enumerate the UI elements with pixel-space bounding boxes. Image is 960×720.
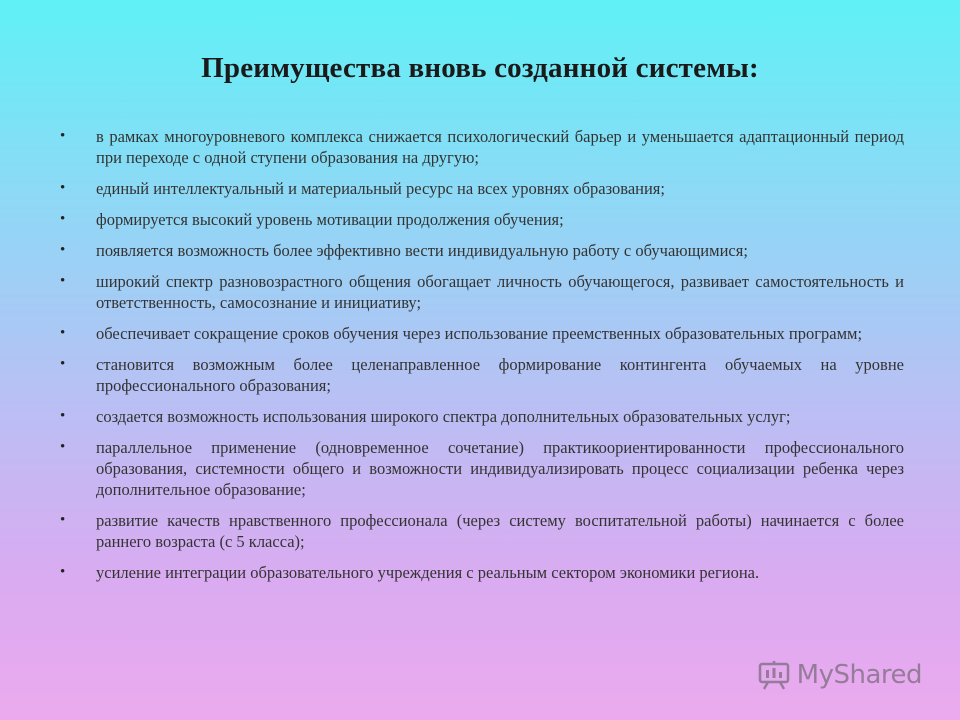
bullet-dot-icon: • — [60, 564, 66, 580]
bullet-text: становится возможным более целенаправленное формирование контингента обучаемых на уровне профессионального образования; — [96, 355, 904, 395]
bullet-item — [54, 562, 904, 583]
bullet-dot-icon: • — [60, 439, 66, 455]
bullet-text: параллельное применение (одновременное сочетание) практикоориентированности профессионального образования, системности общего и возможности индивидуализировать процесс социализации ребенка через дополнительное образование; — [96, 438, 904, 499]
bullet-list — [54, 126, 904, 593]
bullet-item — [54, 240, 904, 261]
bullet-dot-icon: • — [60, 211, 66, 227]
bullet-text: появляется возможность более эффективно вести индивидуальную работу с обучающимися; — [96, 241, 748, 260]
watermark-text: MyShared — [796, 660, 922, 690]
presentation-board-icon — [757, 660, 791, 690]
bullet-item — [54, 271, 904, 313]
bullet-item — [54, 510, 904, 552]
bullet-dot-icon: • — [60, 356, 66, 372]
bullet-item — [54, 354, 904, 396]
bullet-item — [54, 323, 904, 344]
bullet-dot-icon: • — [60, 180, 66, 196]
bullet-dot-icon: • — [60, 273, 66, 289]
bullet-dot-icon: • — [60, 242, 66, 258]
bullet-item — [54, 209, 904, 230]
bullet-dot-icon: • — [60, 128, 66, 144]
bullet-item — [54, 406, 904, 427]
bullet-text: в рамках многоуровневого комплекса снижается психологический барьер и уменьшается адаптационный период при переходе с одной ступени образования на другую; — [96, 127, 904, 167]
bullet-text: усиление интеграции образовательного учреждения с реальным сектором экономики региона. — [96, 563, 760, 582]
bullet-dot-icon: • — [60, 325, 66, 341]
bullet-text: единый интеллектуальный и материальный ресурс на всех уровнях образования; — [96, 179, 665, 198]
slide-title: Преимущества вновь созданной системы: — [201, 52, 759, 84]
bullet-dot-icon: • — [60, 512, 66, 528]
bullet-item — [54, 437, 904, 500]
bullet-dot-icon: • — [60, 408, 66, 424]
bullet-item — [54, 178, 904, 199]
bullet-text: обеспечивает сокращение сроков обучения через использование преемственных образовательных программ; — [96, 324, 863, 343]
bullet-item — [54, 126, 904, 168]
bullet-text: создается возможность использования широкого спектра дополнительных образовательных услуг; — [96, 407, 791, 426]
bullet-text: широкий спектр разновозрастного общения обогащает личность обучающегося, развивает самостоятельность и ответственность, самосознание и инициативу; — [96, 272, 904, 312]
watermark — [757, 660, 922, 690]
bullet-text: формируется высокий уровень мотивации продолжения обучения; — [96, 210, 564, 229]
bullet-text: развитие качеств нравственного профессионала (через систему воспитательной работы) начинается с более раннего возраста (с 5 класса); — [96, 511, 904, 551]
